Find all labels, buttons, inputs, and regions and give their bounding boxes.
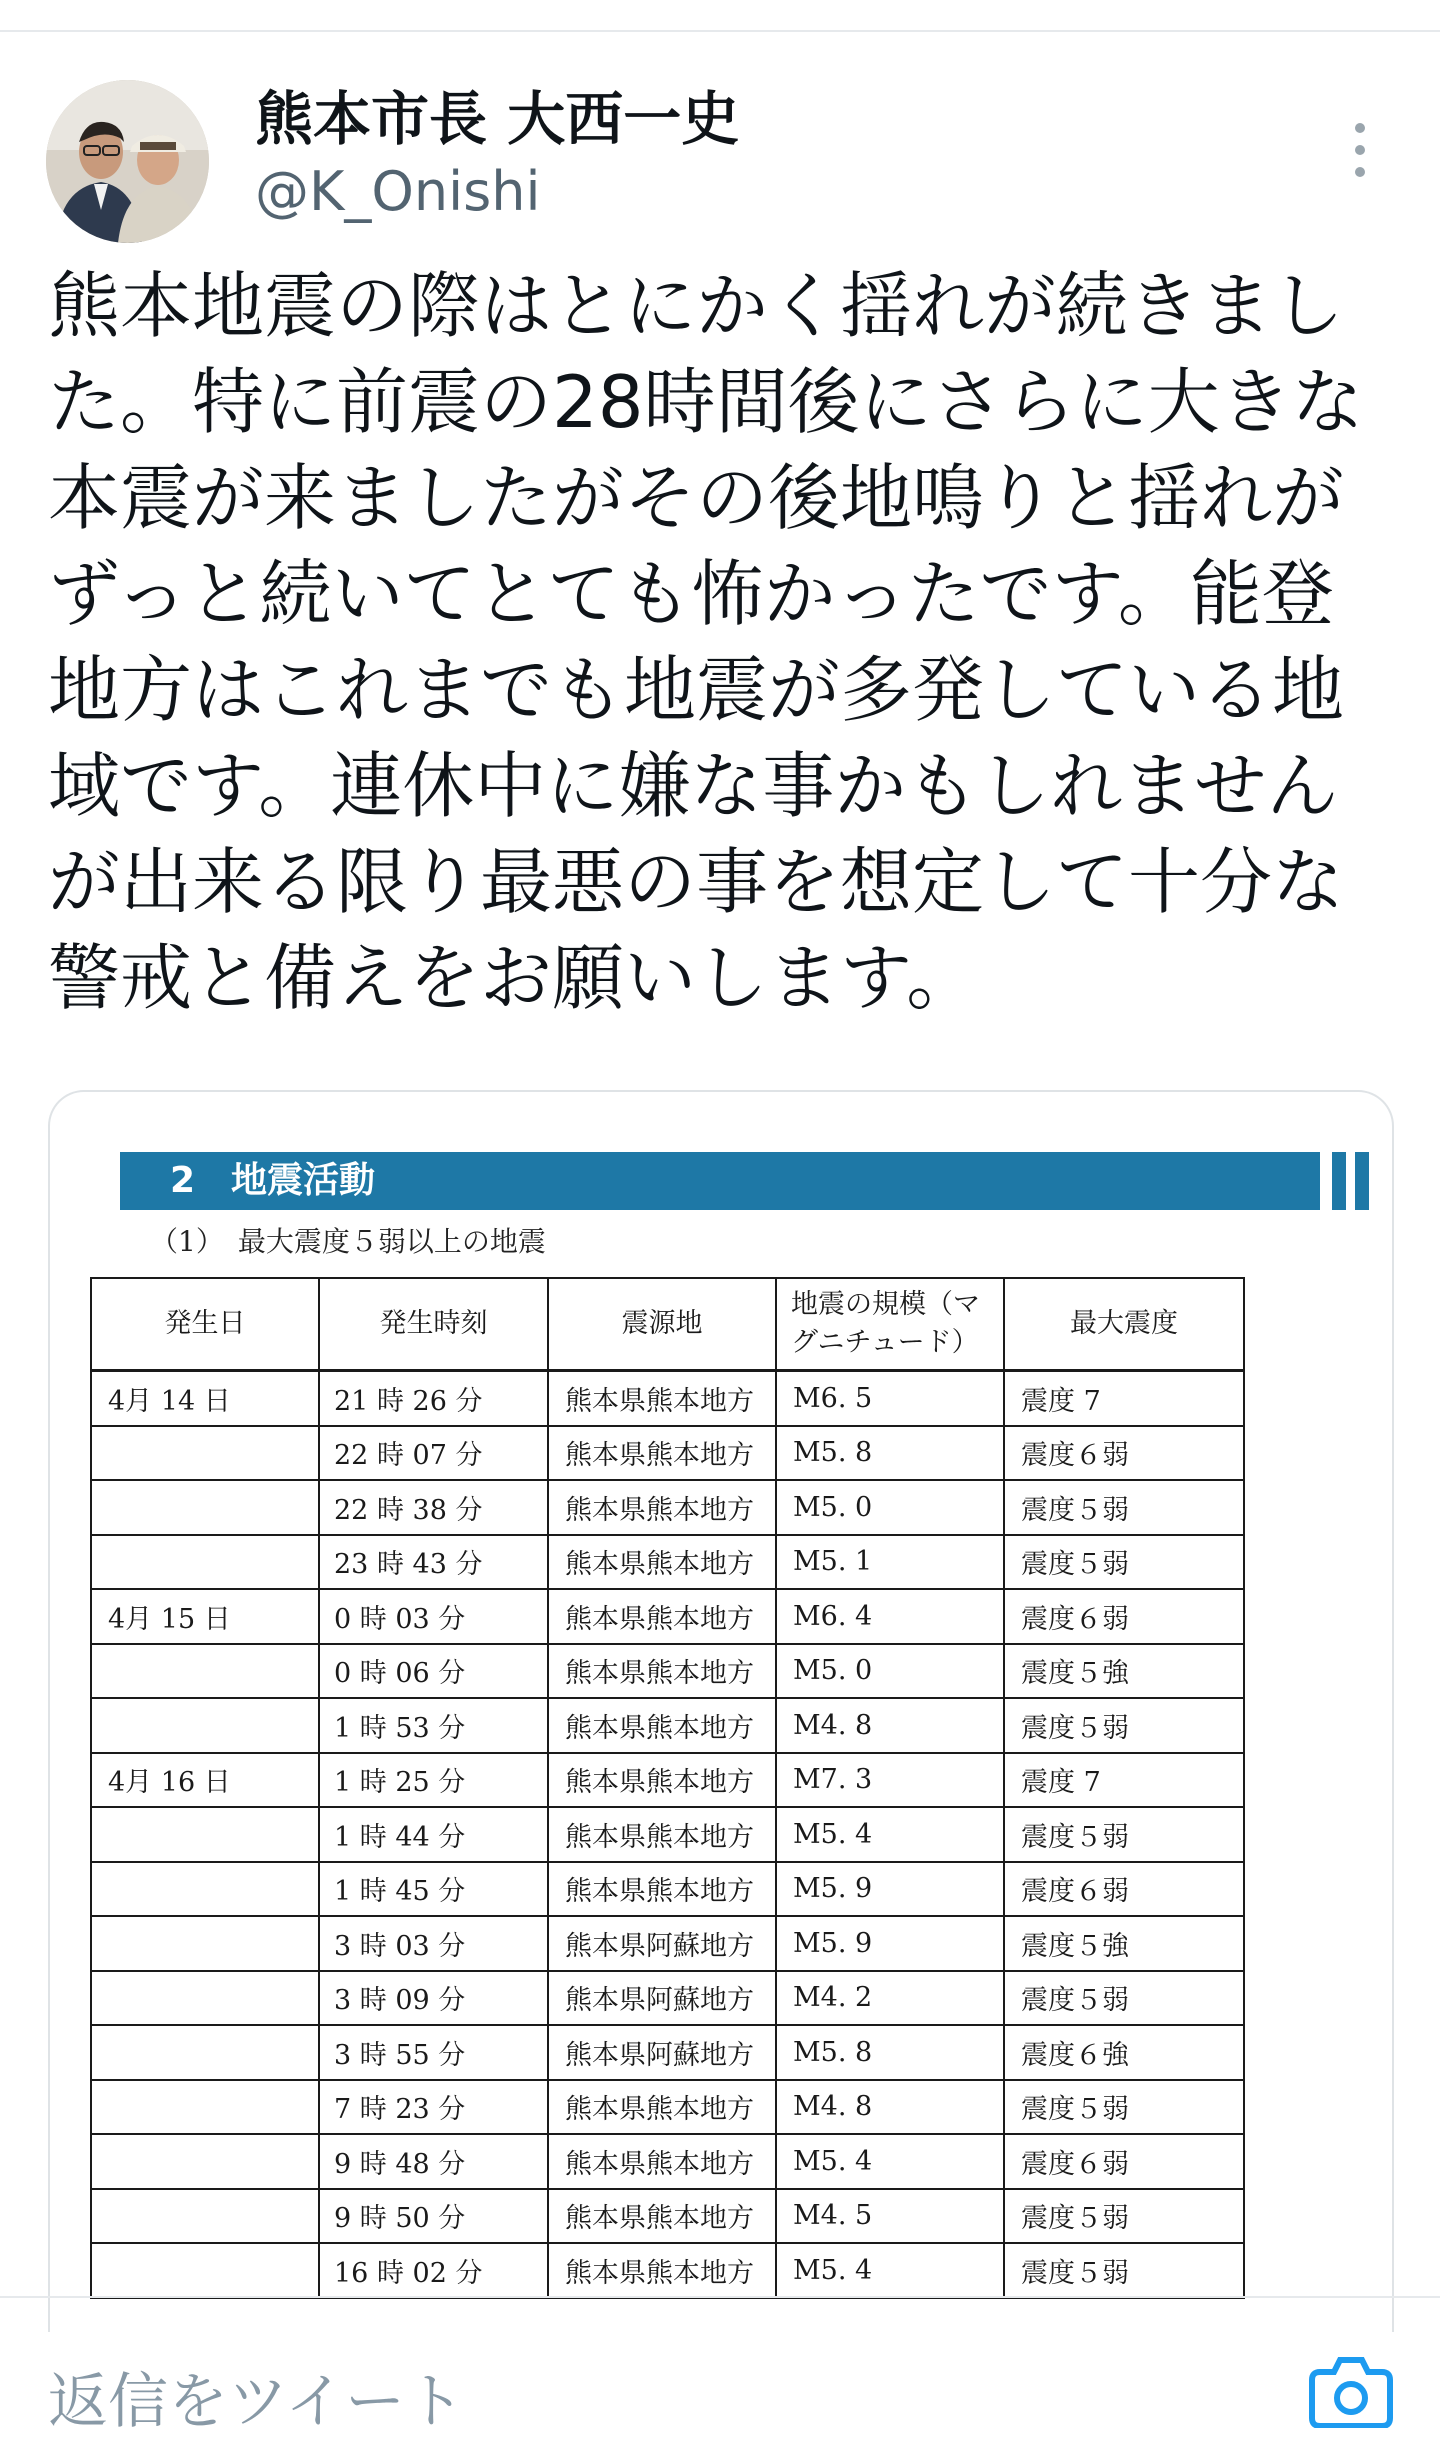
cell-magnitude: M5. 4	[776, 1807, 1004, 1862]
table-row	[91, 1862, 1244, 1917]
cell-intensity: 震度６弱	[1004, 2134, 1244, 2189]
cell-date	[91, 1971, 319, 2026]
cell-date	[91, 1862, 319, 1917]
cell-intensity: 震度５弱	[1004, 1971, 1244, 2026]
cell-magnitude: M5. 0	[776, 1644, 1004, 1699]
cell-epicenter: 熊本県熊本地方	[548, 1371, 776, 1426]
cell-intensity: 震度５弱	[1004, 1807, 1244, 1862]
table-subtitle: （1） 最大震度５弱以上の地震	[150, 1225, 546, 1258]
cell-intensity: 震度５弱	[1004, 2243, 1244, 2298]
cell-intensity: 震度５弱	[1004, 2189, 1244, 2244]
cell-date	[91, 2025, 319, 2080]
cell-epicenter: 熊本県熊本地方	[548, 1480, 776, 1535]
cell-date	[91, 2134, 319, 2189]
cell-magnitude: M4. 5	[776, 2189, 1004, 2244]
cell-date	[91, 1480, 319, 1535]
table-row	[91, 2025, 1244, 2080]
table-row	[91, 1644, 1244, 1699]
cell-epicenter: 熊本県阿蘇地方	[548, 2025, 776, 2080]
cell-date: 4月 15 日	[91, 1589, 319, 1644]
cell-date	[91, 2243, 319, 2298]
table-row	[91, 1698, 1244, 1753]
camera-icon[interactable]	[1300, 2348, 1400, 2428]
cell-epicenter: 熊本県熊本地方	[548, 2189, 776, 2244]
cell-time: 21 時 26 分	[319, 1371, 548, 1426]
cell-date: 4月 16 日	[91, 1753, 319, 1808]
cell-epicenter: 熊本県熊本地方	[548, 2243, 776, 2298]
cell-magnitude: M4. 2	[776, 1971, 1004, 2026]
author-handle[interactable]: @K_Onishi	[255, 160, 541, 223]
cell-intensity: 震度 7	[1004, 1371, 1244, 1426]
reply-divider	[0, 2296, 1440, 2298]
cell-magnitude: M5. 4	[776, 2243, 1004, 2298]
cell-magnitude: M6. 4	[776, 1589, 1004, 1644]
author-display-name[interactable]: 熊本市長 大西一史	[255, 85, 740, 153]
table-row	[91, 1807, 1244, 1862]
cell-time: 1 時 25 分	[319, 1753, 548, 1808]
cell-magnitude: M5. 8	[776, 2025, 1004, 2080]
table-row	[91, 2134, 1244, 2189]
cell-time: 1 時 53 分	[319, 1698, 548, 1753]
cell-date	[91, 1644, 319, 1699]
more-vertical-icon[interactable]	[1340, 118, 1380, 182]
cell-time: 3 時 03 分	[319, 1916, 548, 1971]
table-row	[91, 1916, 1244, 1971]
cell-magnitude: M5. 1	[776, 1535, 1004, 1590]
header-stripe	[1355, 1152, 1369, 1210]
cell-magnitude: M6. 5	[776, 1371, 1004, 1426]
cell-intensity: 震度５強	[1004, 1916, 1244, 1971]
cell-epicenter: 熊本県熊本地方	[548, 1589, 776, 1644]
cell-date	[91, 1807, 319, 1862]
header-date: 発生日	[91, 1278, 319, 1371]
cell-date: 4月 14 日	[91, 1371, 319, 1426]
earthquake-table	[90, 1277, 1245, 2299]
cell-time: 3 時 09 分	[319, 1971, 548, 2026]
cell-magnitude: M5. 9	[776, 1916, 1004, 1971]
table-row	[91, 1971, 1244, 2026]
cell-epicenter: 熊本県熊本地方	[548, 1535, 776, 1590]
cell-intensity: 震度５弱	[1004, 1480, 1244, 1535]
cell-intensity: 震度５強	[1004, 1644, 1244, 1699]
cell-date	[91, 1916, 319, 1971]
section-title: 2 地震活動	[170, 1160, 376, 1201]
cell-magnitude: M5. 9	[776, 1862, 1004, 1917]
cell-epicenter: 熊本県熊本地方	[548, 1862, 776, 1917]
header-stripe	[1332, 1152, 1346, 1210]
cell-intensity: 震度６強	[1004, 2025, 1244, 2080]
top-divider	[0, 30, 1440, 32]
cell-epicenter: 熊本県阿蘇地方	[548, 1971, 776, 2026]
cell-time: 23 時 43 分	[319, 1535, 548, 1590]
cell-epicenter: 熊本県熊本地方	[548, 2134, 776, 2189]
cell-epicenter: 熊本県熊本地方	[548, 1426, 776, 1481]
cell-magnitude: M4. 8	[776, 2080, 1004, 2135]
cell-magnitude: M5. 0	[776, 1480, 1004, 1535]
cell-intensity: 震度６弱	[1004, 1426, 1244, 1481]
table-row	[91, 2080, 1244, 2135]
cell-magnitude: M5. 8	[776, 1426, 1004, 1481]
cell-time: 0 時 06 分	[319, 1644, 548, 1699]
header-time: 発生時刻	[319, 1278, 548, 1371]
header-intensity: 最大震度	[1004, 1278, 1244, 1371]
avatar-photo-icon	[46, 80, 209, 243]
cell-date	[91, 2189, 319, 2244]
cell-magnitude: M4. 8	[776, 1698, 1004, 1753]
table-header-row	[91, 1278, 1244, 1371]
cell-intensity: 震度 7	[1004, 1753, 1244, 1808]
cell-time: 9 時 48 分	[319, 2134, 548, 2189]
cell-time: 22 時 07 分	[319, 1426, 548, 1481]
cell-epicenter: 熊本県熊本地方	[548, 1807, 776, 1862]
cell-date	[91, 2080, 319, 2135]
tweet-text: 熊本地震の際はとにかく揺れが続きました。特に前震の28時間後にさらに大きな本震が来ましたがその後地鳴りと揺れがずっと続いてとても怖かったです。能登地方はこれまでも地震が多発している地域です。連休中に嫌な事かもしれませんが出来る限り最悪の事を想定して十分な警戒と備えをお願いします。	[48, 264, 1364, 1020]
cell-time: 7 時 23 分	[319, 2080, 548, 2135]
cell-date	[91, 1698, 319, 1753]
cell-epicenter: 熊本県熊本地方	[548, 1753, 776, 1808]
avatar[interactable]	[46, 80, 209, 243]
table-row	[91, 1426, 1244, 1481]
cell-magnitude: M7. 3	[776, 1753, 1004, 1808]
media-card[interactable]	[48, 1090, 1394, 2332]
cell-intensity: 震度５弱	[1004, 1698, 1244, 1753]
cell-time: 1 時 45 分	[319, 1862, 548, 1917]
table-body	[91, 1371, 1244, 2298]
cell-time: 9 時 50 分	[319, 2189, 548, 2244]
cell-date	[91, 1535, 319, 1590]
table-row	[91, 1589, 1244, 1644]
cell-date	[91, 1426, 319, 1481]
table-row	[91, 1535, 1244, 1590]
cell-intensity: 震度５弱	[1004, 1535, 1244, 1590]
cell-intensity: 震度５弱	[1004, 2080, 1244, 2135]
header-magnitude: 地震の規模（マグニチュード）	[776, 1278, 1004, 1371]
cell-time: 22 時 38 分	[319, 1480, 548, 1535]
cell-time: 0 時 03 分	[319, 1589, 548, 1644]
table-row	[91, 2189, 1244, 2244]
table-row	[91, 1480, 1244, 1535]
cell-time: 1 時 44 分	[319, 1807, 548, 1862]
table-row	[91, 1371, 1244, 1426]
cell-intensity: 震度６弱	[1004, 1589, 1244, 1644]
cell-magnitude: M5. 4	[776, 2134, 1004, 2189]
cell-time: 16 時 02 分	[319, 2243, 548, 2298]
table-row	[91, 2243, 1244, 2298]
table-row	[91, 1753, 1244, 1808]
cell-epicenter: 熊本県熊本地方	[548, 2080, 776, 2135]
cell-epicenter: 熊本県阿蘇地方	[548, 1916, 776, 1971]
cell-epicenter: 熊本県熊本地方	[548, 1644, 776, 1699]
header-epicenter: 震源地	[548, 1278, 776, 1371]
cell-epicenter: 熊本県熊本地方	[548, 1698, 776, 1753]
cell-intensity: 震度６弱	[1004, 1862, 1244, 1917]
reply-input[interactable]: 返信をツイート	[48, 2367, 465, 2437]
cell-time: 3 時 55 分	[319, 2025, 548, 2080]
